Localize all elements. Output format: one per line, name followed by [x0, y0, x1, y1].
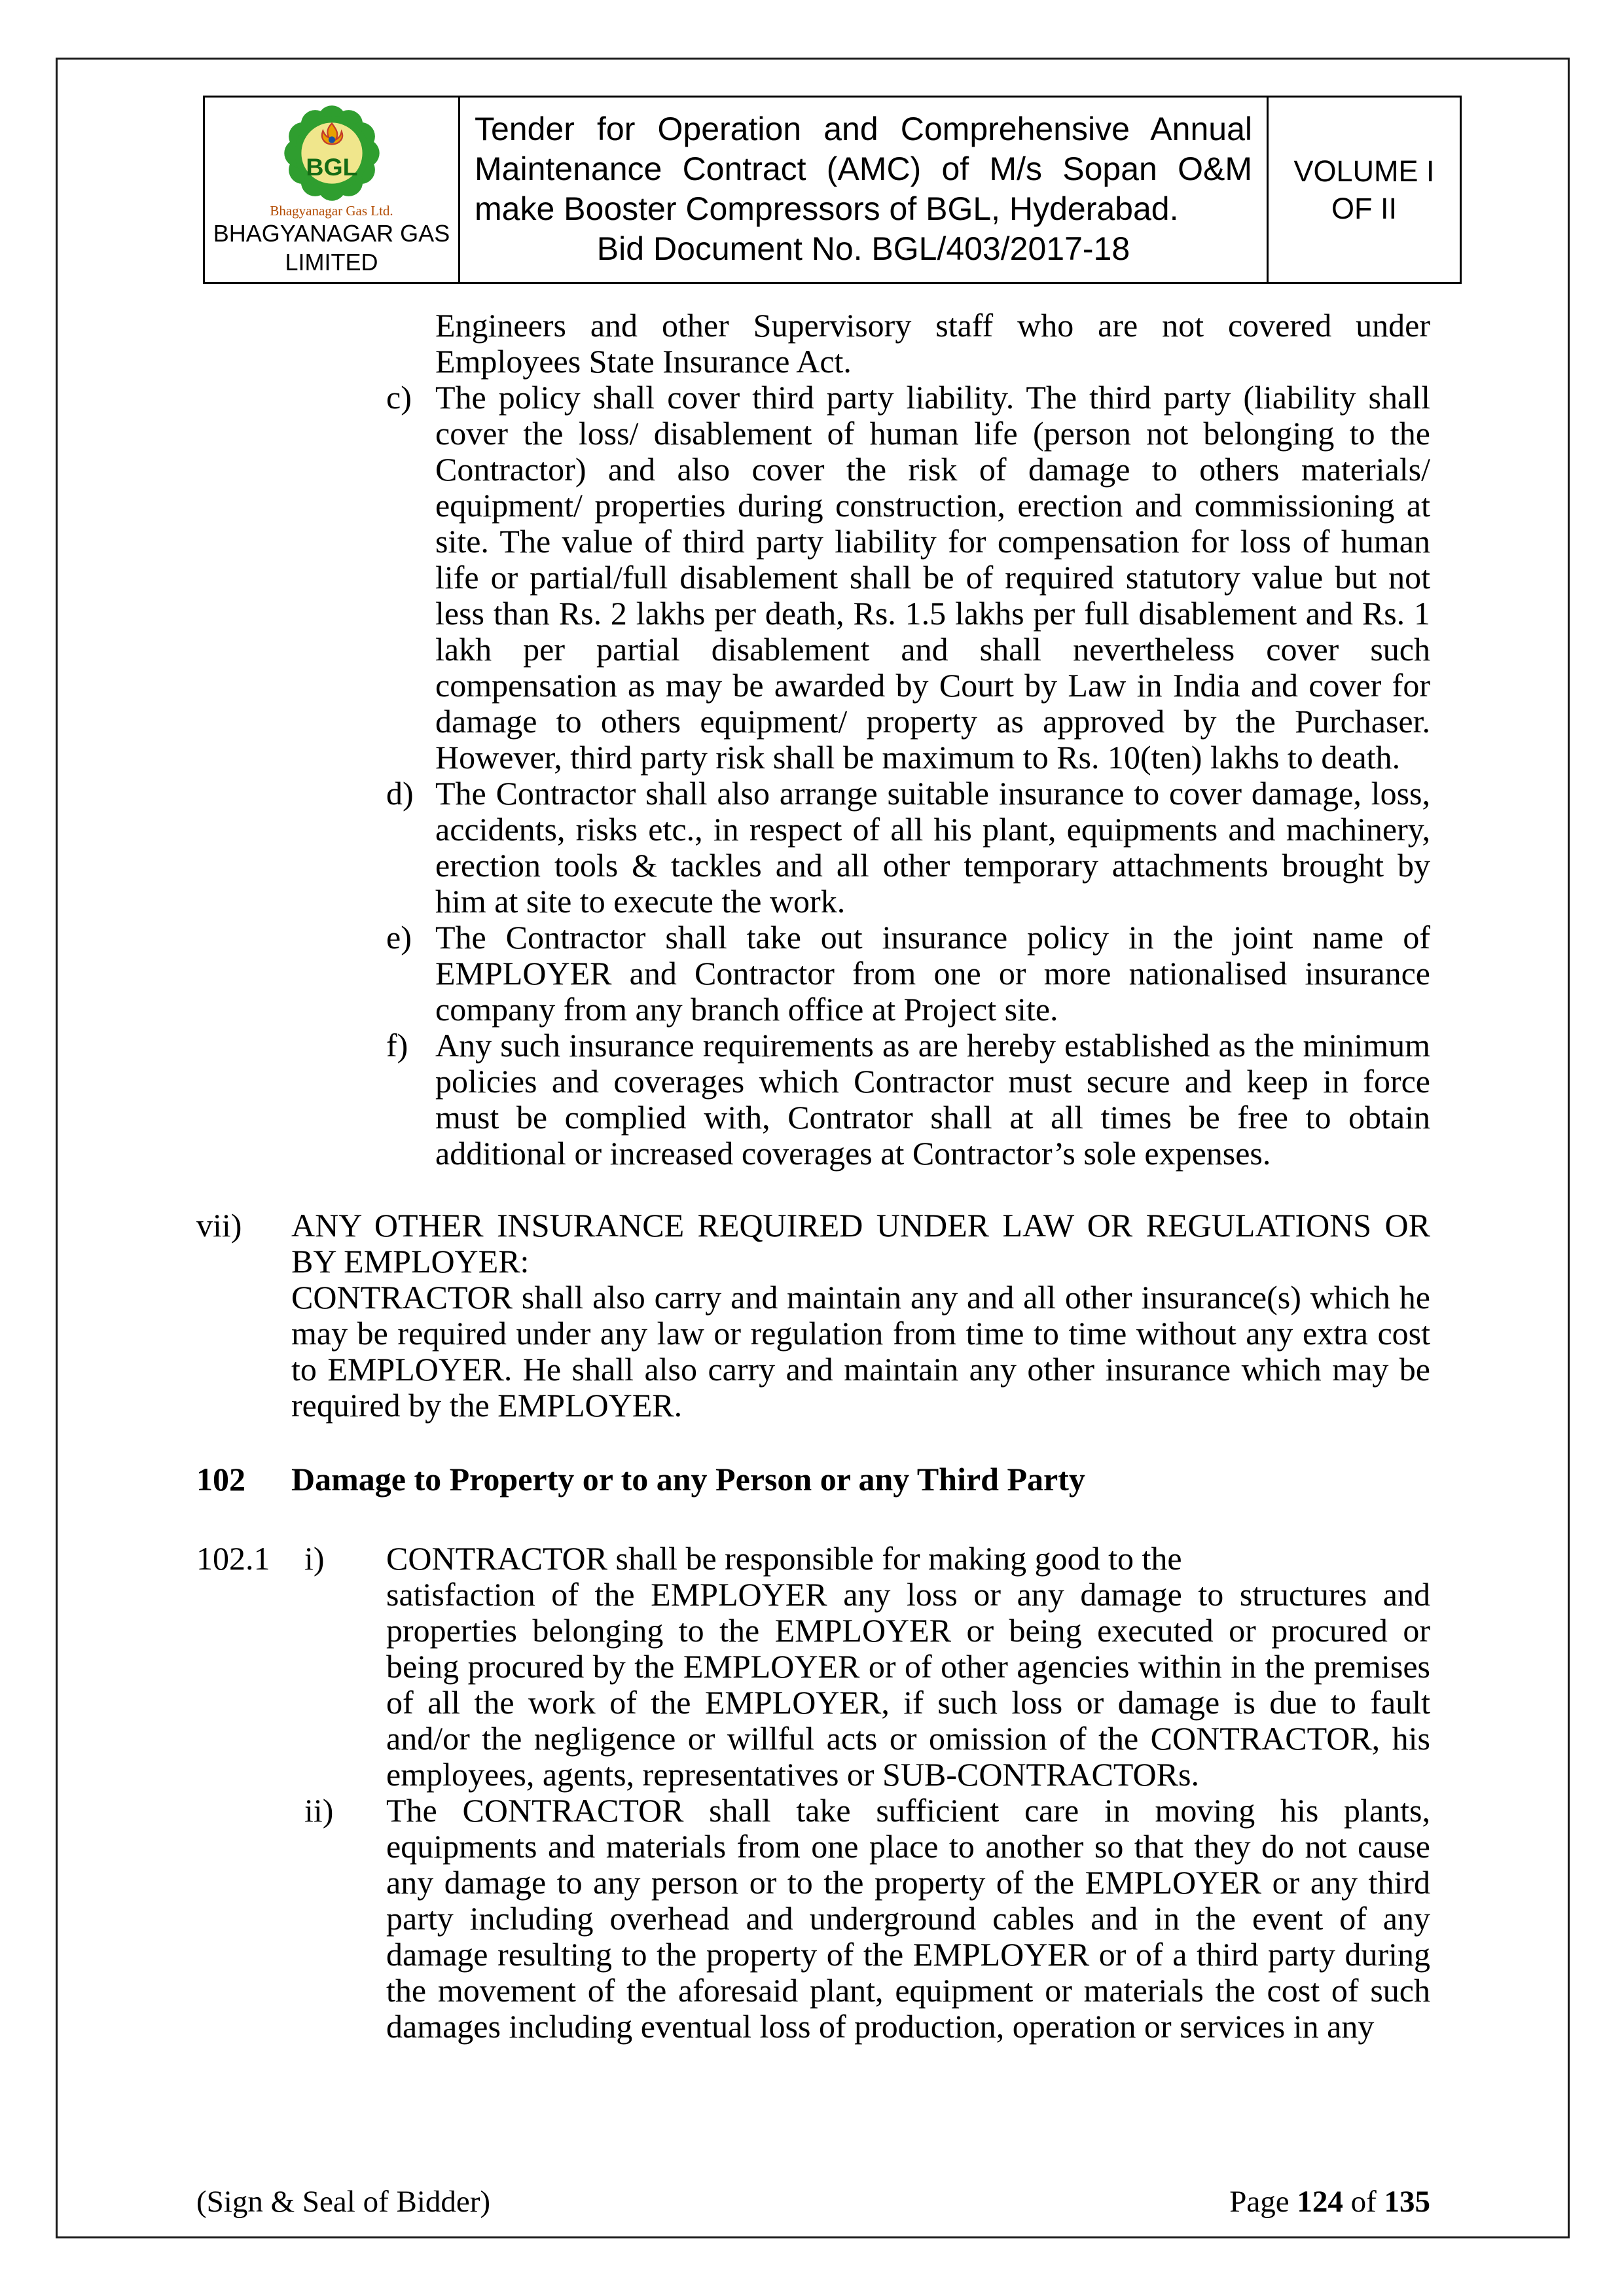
item-i-first-line: CONTRACTOR shall be responsible for making good to the: [386, 1540, 1182, 1577]
item-ii-text: The CONTRACTOR shall take sufficient care in moving his plants, equipments and materials from one place to another so that they do not cause any damage to any person or to the property of the EMPLOYER or any third party including overhead and underground cables and in the event of any damage resulting to the property of the EMPLOYER or of a third party during the movement of the aforesaid plant, equipment or materials the cost of such damages including eventual loss of production, operation or services in any: [386, 1792, 1430, 2045]
page-content: [196, 96, 1435, 2045]
list-item-f-text: Any such insurance requirements as are hereby established as the minimum policies and coverages which Contractor must secure and keep in force must be complied with, Contrator shall at all times be free to obtain additional or increased coverages at Contractor’s sole expenses.: [435, 1027, 1430, 1172]
logo-tagline: Bhagyanagar Gas Ltd.: [270, 203, 393, 219]
list-item-c: [386, 380, 1430, 776]
bgl-logo-icon: [278, 104, 386, 202]
item-i-text: [386, 1541, 1430, 1793]
document-title: Tender for Operation and Comprehensive Annual Maintenance Contract (AMC) of M/s Sopan O&M make Booster Compressors of BGL, Hyderabad.: [475, 111, 1252, 227]
section-vii-heading-row: [196, 1208, 1430, 1280]
of-label: of: [1350, 2185, 1377, 2219]
org-name-line2: LIMITED: [285, 249, 378, 276]
header-table: [203, 96, 1462, 284]
logo-cell: [204, 97, 460, 283]
section-102-1-items: [304, 1541, 1430, 2045]
list-item-c-label: c): [386, 379, 412, 416]
volume-line1: VOLUME I: [1293, 154, 1435, 188]
sign-seal-label: (Sign & Seal of Bidder): [196, 2185, 491, 2219]
item-ii-label: ii): [304, 1792, 334, 1829]
volume-line2: OF II: [1331, 192, 1397, 225]
list-item-e-text: The Contractor shall take out insurance policy in the joint name of EMPLOYER and Contractor from one or more nationalised insurance company from any branch office at Project site.: [435, 919, 1430, 1028]
list-item-d-label: d): [386, 775, 414, 812]
volume-cell: [1268, 97, 1461, 283]
list-item-e: [386, 920, 1430, 1028]
item-i-rest: satisfaction of the EMPLOYER any loss or any damage to structures and properties belonging to the EMPLOYER or being executed or procured or being procured by the EMPLOYER or of other agencies within in the premises of all the work of the EMPLOYER, if such loss or damage is due to fault and/or the negligence or willful acts or omission of the CONTRACTOR, his employees, agents, representatives or SUB-CONTRACTORs.: [386, 1576, 1430, 1793]
paragraph-continuation: Engineers and other Supervisory staff who are not covered under Employees State Insurance Act.: [435, 307, 1430, 380]
org-name-line1: BHAGYANAGAR GAS: [213, 220, 450, 247]
list-item-c-text: The policy shall cover third party liability. The third party (liability shall cover the loss/ disablement of human life (person not belonging to the Contractor) and also cover the risk of damage to others materials/ equipment/ properties during construction, erection and commissioning at site. The value of third party liability for compensation for loss of human life or partial/full disablement shall be of required statutory value but not less than Rs. 2 lakhs per death, Rs. 1.5 lakhs per full disablement and Rs. 1 lakh per partial disablement and shall nevertheless cover such compensation as may be awarded by Court by Law in India and cover for damage to others equipment/ property as approved by the Purchaser. However, third party risk shall be maximum to Rs. 10(ten) lakhs to death.: [435, 379, 1430, 776]
section-102-heading-row: [196, 1462, 1430, 1498]
list-item-e-label: e): [386, 919, 412, 956]
item-ii: [304, 1793, 1430, 2045]
section-vii-label: vii): [196, 1207, 242, 1244]
section-102-1: [196, 1541, 1430, 2045]
list-item-f-label: f): [386, 1027, 408, 1064]
page-number-indicator: [1229, 2185, 1430, 2219]
section-vii: [196, 1208, 1430, 1424]
bid-document-number: Bid Document No. BGL/403/2017-18: [596, 230, 1130, 267]
section-102-1-number: 102.1: [196, 1540, 270, 1577]
list-item-f: [386, 1028, 1430, 1172]
title-cell: [460, 97, 1268, 283]
section-vii-heading: ANY OTHER INSURANCE REQUIRED UNDER LAW OR REGULATIONS OR BY EMPLOYER:: [291, 1207, 1430, 1280]
body-text: [196, 308, 1430, 2045]
page-number: 124: [1297, 2185, 1343, 2219]
logo-abbr: BGL: [305, 153, 358, 181]
item-i-label: i): [304, 1540, 325, 1577]
page-label: Page: [1229, 2185, 1290, 2219]
page-total: 135: [1384, 2185, 1430, 2219]
page-footer: [196, 2185, 1430, 2219]
list-item-d-text: The Contractor shall also arrange suitable insurance to cover damage, loss, accidents, risks etc., in respect of all his plant, equipments and machinery, erection tools & tackles and all other temporary attachments brought by him at site to execute the work.: [435, 775, 1430, 920]
section-vii-paragraph: CONTRACTOR shall also carry and maintain any and all other insurance(s) which he may be required under any law or regulation from time to time without any extra cost to EMPLOYER. He shall also carry and maintain any other insurance which may be required by the EMPLOYER.: [291, 1279, 1430, 1424]
section-102-number: 102: [196, 1461, 245, 1498]
list-item-d: [386, 776, 1430, 920]
section-102-heading: Damage to Property or to any Person or any Third Party: [291, 1461, 1085, 1498]
item-i: [304, 1541, 1430, 1793]
